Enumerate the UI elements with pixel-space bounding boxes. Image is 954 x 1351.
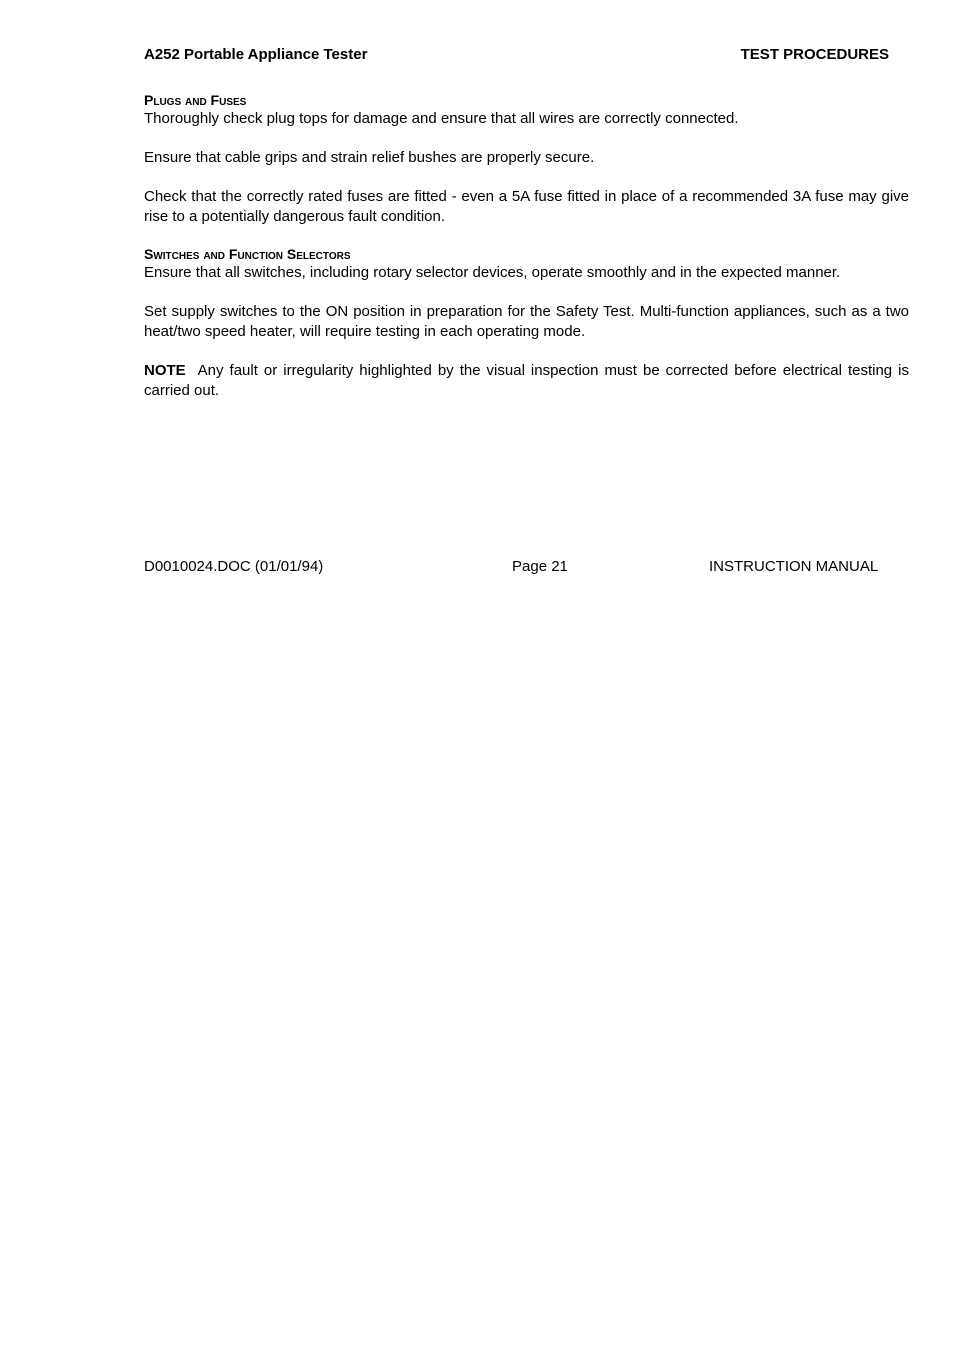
footer-manual-title: INSTRUCTION MANUAL	[709, 558, 879, 575]
paragraph: Check that the correctly rated fuses are fitted - even a 5A fuse fitted in place of a recommended 3A fuse may give rise to a potentially dangerous fault condition.	[144, 188, 909, 225]
note-paragraph	[144, 361, 909, 401]
header-title: A252 Portable Appliance Tester	[144, 46, 368, 63]
paragraph: Thoroughly check plug tops for damage and ensure that all wires are correctly connected.	[144, 110, 739, 127]
running-header	[144, 46, 889, 63]
note-label: NOTE	[144, 362, 186, 379]
header-section: TEST PROCEDURES	[740, 46, 889, 63]
document-page	[144, 0, 909, 1351]
section-heading: Switches and Function Selectors	[144, 246, 351, 262]
section-heading: Plugs and Fuses	[144, 92, 247, 108]
paragraph: Ensure that cable grips and strain relief bushes are properly secure.	[144, 149, 595, 166]
paragraph: Set supply switches to the ON position in preparation for the Safety Test. Multi-function appliances, such as a two heat/two speed heater, will require testing in each operating mode.	[144, 303, 909, 340]
section-switches-and-function-selectors	[144, 246, 909, 342]
note-text: Any fault or irregularity highlighted by the visual inspection must be corrected before electrical testing is carried out.	[144, 362, 909, 399]
page-content	[144, 92, 909, 420]
footer-page-number: Page 21	[512, 558, 568, 575]
section-plugs-and-fuses	[144, 92, 909, 227]
paragraph: Ensure that all switches, including rotary selector devices, operate smoothly and in the expected manner.	[144, 264, 841, 281]
footer-document-id: D0010024.DOC (01/01/94)	[144, 558, 324, 575]
